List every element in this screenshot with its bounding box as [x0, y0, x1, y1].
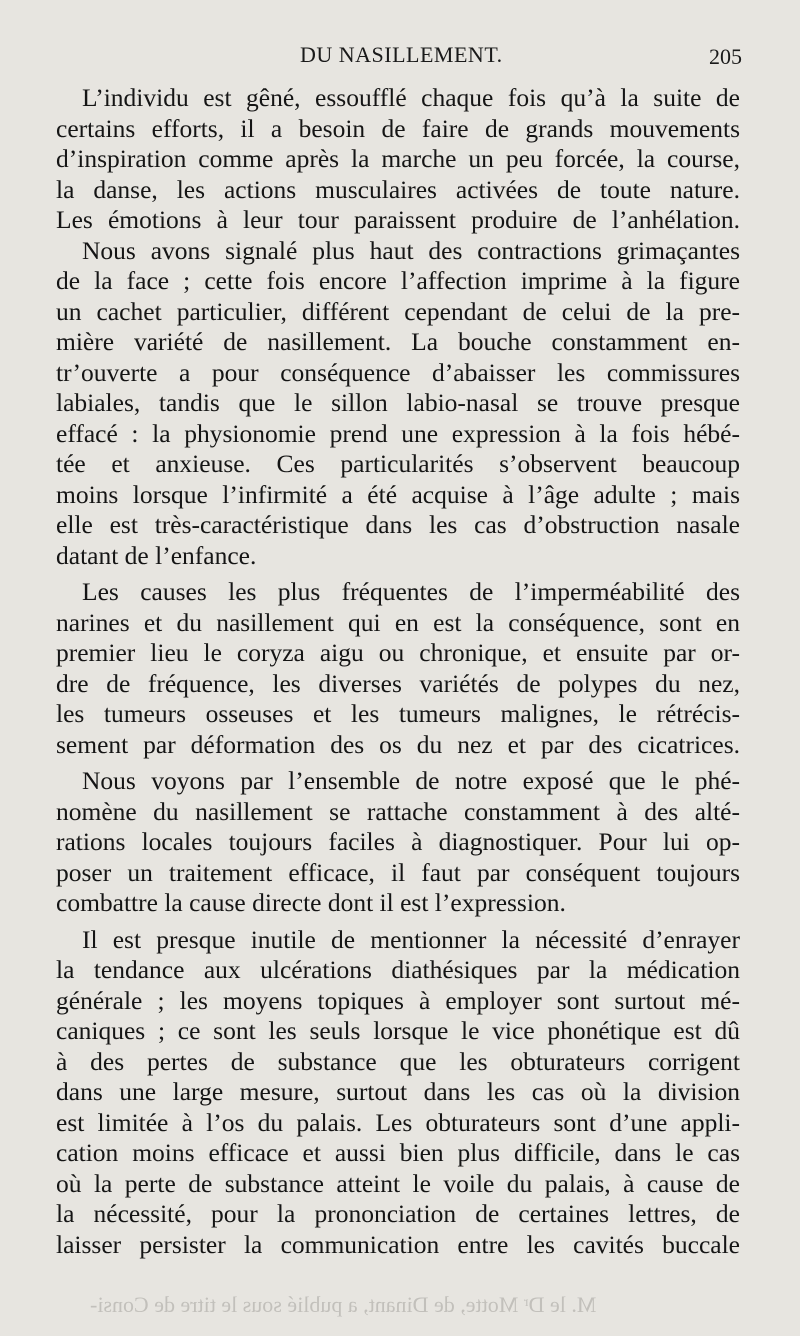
- text-line: labiales, tandis que le sillon labio-nasal se trouve presque: [56, 388, 740, 417]
- text-line: laisser persister la communication entre les cavités buccale: [56, 1229, 740, 1259]
- text-line: les tumeurs osseuses et les tumeurs malignes, le rétrécis-: [56, 699, 740, 728]
- text-line: mière variété de nasillement. La bouche constamment en-: [56, 327, 740, 356]
- text-line: de la face ; cette fois encore l’affection imprime à la figure: [56, 266, 740, 295]
- text-line: un cachet particulier, différent cependant de celui de la pre-: [56, 296, 740, 326]
- text-line: tée et anxieuse. Ces particularités s’observent beaucoup: [56, 449, 740, 478]
- text-line: rations locales toujours faciles à diagnostiquer. Pour lui op-: [56, 827, 740, 856]
- text-line: Il est presque inutile de mentionner la nécessité d’enrayer: [82, 924, 740, 954]
- text-line: effacé : la physionomie prend une expression à la fois hébé-: [56, 418, 740, 448]
- paragraph-2: [56, 236, 740, 572]
- text-line: sement par déformation des os du nez et par des cicatrices.: [56, 729, 740, 759]
- paragraph-1: [56, 83, 740, 236]
- text-line: d’inspiration comme après la marche un peu forcée, la course,: [56, 144, 740, 173]
- text-line: moins lorsque l’infirmité a été acquise à l’âge adulte ; mais: [56, 479, 740, 509]
- text-line: tr’ouverte a pour conséquence d’abaisser les commissures: [56, 357, 740, 387]
- text-line: générale ; les moyens topiques à employer sont surtout mé-: [56, 985, 740, 1015]
- text-line: narines et du nasillement qui en est la conséquence, sont en: [56, 607, 740, 637]
- text-line: Les émotions à leur tour paraissent produire de l’anhélation.: [56, 205, 740, 234]
- paragraph-5: [56, 925, 740, 1261]
- paragraph-3: [56, 577, 740, 760]
- text-line: poser un traitement efficace, il faut par conséquent toujours: [56, 857, 740, 887]
- text-line: Les causes les plus fréquentes de l’imperméabilité des: [82, 577, 740, 606]
- text-line: à des pertes de substance que les obturateurs corrigent: [56, 1046, 740, 1076]
- text-line: elle est très-caractéristique dans les cas d’obstruction nasale: [56, 510, 740, 539]
- bleed-through-text: M. le Dʳ Motte, de Dinant, a publié sous le titre de Consi-: [90, 1292, 597, 1317]
- text-line: premier lieu le coryza aigu ou chronique, et ensuite par or-: [56, 638, 740, 667]
- text-line: Nous avons signalé plus haut des contractions grimaçantes: [82, 235, 740, 265]
- text-line: la nécessité, pour la prononciation de certaines lettres, de: [56, 1199, 740, 1228]
- text-line: combattre la cause directe dont il est l’expression.: [56, 888, 566, 917]
- page-number: 205: [709, 44, 742, 69]
- text-line: la danse, les actions musculaires activées de toute nature.: [56, 174, 740, 204]
- page-header: [0, 42, 800, 82]
- text-line: datant de l’enfance.: [56, 540, 257, 570]
- running-title: DU NASILLEMENT.: [300, 42, 503, 67]
- text-line: caniques ; ce sont les seuls lorsque le vice phonétique est dû: [56, 1016, 740, 1045]
- text-line: dre de fréquence, les diverses variétés de polypes du nez,: [56, 668, 740, 698]
- body-text: [56, 83, 740, 1260]
- text-line: cation moins efficace et aussi bien plus difficile, dans le cas: [56, 1138, 740, 1167]
- text-line: dans une large mesure, surtout dans les cas où la division: [56, 1077, 740, 1106]
- text-line: la tendance aux ulcérations diathésiques par la médication: [56, 955, 740, 984]
- text-line: L’individu est gêné, essoufflé chaque fois qu’à la suite de: [82, 83, 740, 112]
- text-line: certains efforts, il a besoin de faire de grands mouvements: [56, 113, 740, 143]
- paragraph-4: [56, 766, 740, 919]
- text-line: nomène du nasillement se rattache constamment à des alté-: [56, 796, 740, 826]
- text-line: est limitée à l’os du palais. Les obturateurs sont d’une appli-: [56, 1107, 740, 1137]
- text-line: où la perte de substance atteint le voile du palais, à cause de: [56, 1168, 740, 1198]
- text-line: Nous voyons par l’ensemble de notre exposé que le phé-: [82, 766, 740, 795]
